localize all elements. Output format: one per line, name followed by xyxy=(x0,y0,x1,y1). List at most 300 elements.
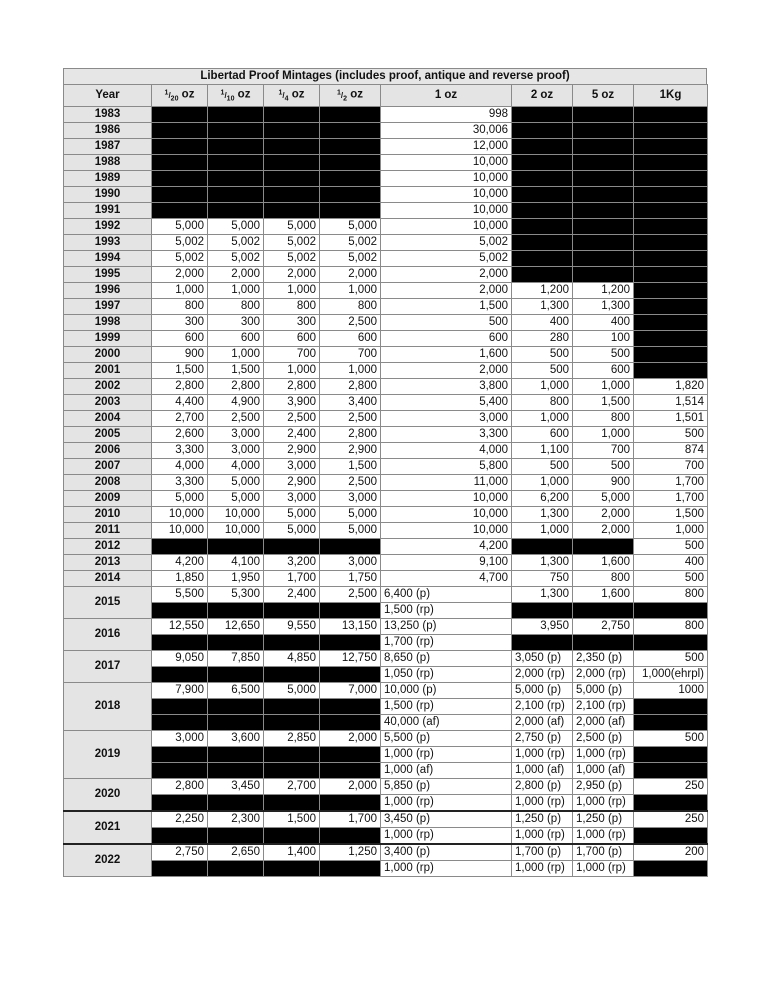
blacked-out-cell xyxy=(320,203,381,219)
year-cell: 1987 xyxy=(64,139,152,155)
blacked-out-cell xyxy=(634,107,708,123)
table-row xyxy=(64,731,708,747)
column-fraction: $^1/_4$ xyxy=(278,89,289,103)
year-cell: 2016 xyxy=(64,619,152,651)
blacked-out-cell xyxy=(152,861,208,877)
blacked-out-cell xyxy=(573,635,634,651)
mintage-cell: 2,800 xyxy=(264,379,320,395)
year-cell: 2006 xyxy=(64,443,152,459)
mintage-cell: 5,000 (p) xyxy=(512,683,573,699)
mintage-cell: 700 xyxy=(264,347,320,363)
mintage-cell: 1,820 xyxy=(634,379,708,395)
mintage-cell: 4,700 xyxy=(381,571,512,587)
mintage-cell: 1,514 xyxy=(634,395,708,411)
mintage-cell: 5,002 xyxy=(152,251,208,267)
table-row xyxy=(64,235,708,251)
table-row xyxy=(64,123,708,139)
blacked-out-cell xyxy=(264,603,320,619)
mintage-cell: 500 xyxy=(634,571,708,587)
mintage-cell: 3,400 xyxy=(320,395,381,411)
blacked-out-cell xyxy=(634,123,708,139)
mintage-cell: 5,000 xyxy=(264,219,320,235)
mintage-cell: 2,000 xyxy=(320,779,381,795)
year-cell: 2012 xyxy=(64,539,152,555)
mintage-cell: 3,400 (p) xyxy=(381,844,512,861)
table-row xyxy=(64,555,708,571)
mintage-cell: 2,950 (p) xyxy=(573,779,634,795)
mintage-cell: 800 xyxy=(573,411,634,427)
blacked-out-cell xyxy=(634,699,708,715)
year-cell: 2014 xyxy=(64,571,152,587)
mintage-cell: 3,000 xyxy=(152,731,208,747)
mintage-cell: 2,800 xyxy=(152,779,208,795)
mintage-cell: 750 xyxy=(512,571,573,587)
mintage-cell: 1,000 (rp) xyxy=(573,747,634,763)
mintage-cell: 2,000 (rp) xyxy=(512,667,573,683)
mintage-cell: 3,000 xyxy=(264,459,320,475)
mintage-cell: 5,000 xyxy=(320,507,381,523)
mintage-cell: 4,200 xyxy=(381,539,512,555)
mintage-cell: 2,350 (p) xyxy=(573,651,634,667)
year-cell: 1990 xyxy=(64,187,152,203)
mintage-table xyxy=(63,84,708,877)
mintage-cell: 600 xyxy=(264,331,320,347)
mintage-cell: 5,850 (p) xyxy=(381,779,512,795)
mintage-cell: 3,200 xyxy=(264,555,320,571)
year-cell: 2008 xyxy=(64,475,152,491)
blacked-out-cell xyxy=(152,603,208,619)
mintage-cell: 2,250 xyxy=(152,811,208,828)
mintage-cell: 1,000 xyxy=(573,379,634,395)
mintage-cell: 4,000 xyxy=(152,459,208,475)
mintage-cell: 5,000 (p) xyxy=(573,683,634,699)
mintage-cell: 2,800 xyxy=(320,379,381,395)
mintage-cell: 5,000 xyxy=(208,219,264,235)
blacked-out-cell xyxy=(512,203,573,219)
mintage-cell: 2,800 xyxy=(320,427,381,443)
blacked-out-cell xyxy=(634,251,708,267)
blacked-out-cell xyxy=(512,635,573,651)
mintage-cell: 2,100 (rp) xyxy=(512,699,573,715)
blacked-out-cell xyxy=(634,139,708,155)
blacked-out-cell xyxy=(512,219,573,235)
blacked-out-cell xyxy=(634,235,708,251)
mintage-cell: 12,650 xyxy=(208,619,264,635)
table-row xyxy=(64,523,708,539)
mintage-cell: 5,000 xyxy=(320,523,381,539)
blacked-out-cell xyxy=(208,828,264,845)
blacked-out-cell xyxy=(152,107,208,123)
mintage-cell: 1,500 xyxy=(264,811,320,828)
column-header-label: 2 oz xyxy=(530,89,554,102)
year-cell: 1989 xyxy=(64,171,152,187)
mintage-cell: 1,500 xyxy=(152,363,208,379)
mintage-cell: 1,500 xyxy=(320,459,381,475)
mintage-cell: 10,000 xyxy=(152,523,208,539)
mintage-cell: 600 xyxy=(152,331,208,347)
mintage-cell: 3,800 xyxy=(381,379,512,395)
mintage-cell: 800 xyxy=(573,571,634,587)
mintage-cell: 2,500 xyxy=(320,587,381,603)
mintage-cell: 1,300 xyxy=(512,299,573,315)
mintage-cell: 2,000 xyxy=(573,523,634,539)
mintage-cell: 900 xyxy=(573,475,634,491)
blacked-out-cell xyxy=(152,747,208,763)
table-row xyxy=(64,187,708,203)
table-row xyxy=(64,861,708,877)
year-cell: 1986 xyxy=(64,123,152,139)
blacked-out-cell xyxy=(512,155,573,171)
mintage-cell: 12,750 xyxy=(320,651,381,667)
mintage-cell: 3,450 xyxy=(208,779,264,795)
table-row xyxy=(64,699,708,715)
mintage-cell: 5,002 xyxy=(381,251,512,267)
mintage-cell: 2,600 xyxy=(152,427,208,443)
blacked-out-cell xyxy=(320,699,381,715)
table-row xyxy=(64,267,708,283)
mintage-cell: 2,700 xyxy=(264,779,320,795)
table-row xyxy=(64,395,708,411)
mintage-cell: 500 xyxy=(512,347,573,363)
mintage-cell: 10,000 xyxy=(381,491,512,507)
blacked-out-cell xyxy=(573,219,634,235)
year-cell: 1997 xyxy=(64,299,152,315)
blacked-out-cell xyxy=(634,347,708,363)
table-row xyxy=(64,779,708,795)
blacked-out-cell xyxy=(152,795,208,812)
mintage-cell: 5,500 xyxy=(152,587,208,603)
column-header xyxy=(64,85,152,107)
column-header-label: 1 oz xyxy=(434,89,458,102)
blacked-out-cell xyxy=(320,603,381,619)
mintage-cell: 1,000 (rp) xyxy=(573,795,634,812)
blacked-out-cell xyxy=(264,203,320,219)
mintage-cell: 10,000 xyxy=(381,507,512,523)
blacked-out-cell xyxy=(208,747,264,763)
blacked-out-cell xyxy=(634,267,708,283)
mintage-cell: 1,250 xyxy=(320,844,381,861)
mintage-cell: 5,002 xyxy=(152,235,208,251)
mintage-cell: 1,501 xyxy=(634,411,708,427)
table-row xyxy=(64,363,708,379)
blacked-out-cell xyxy=(634,635,708,651)
table-title: Libertad Proof Mintages (includes proof, antique and reverse proof) xyxy=(63,68,707,84)
mintage-cell: 3,000 xyxy=(320,491,381,507)
table-row xyxy=(64,603,708,619)
mintage-cell: 1,500 xyxy=(634,507,708,523)
table-row xyxy=(64,539,708,555)
year-cell: 2000 xyxy=(64,347,152,363)
mintage-cell: 3,950 xyxy=(512,619,573,635)
year-cell: 1998 xyxy=(64,315,152,331)
mintage-cell: 1,000 (rp) xyxy=(512,828,573,845)
mintage-cell: 1,750 xyxy=(320,571,381,587)
mintage-cell: 400 xyxy=(634,555,708,571)
mintage-cell: 5,000 xyxy=(320,219,381,235)
mintage-cell: 6,400 (p) xyxy=(381,587,512,603)
table-row xyxy=(64,811,708,828)
blacked-out-cell xyxy=(634,155,708,171)
column-fraction: $^1/_{10}$ xyxy=(220,89,235,103)
blacked-out-cell xyxy=(208,699,264,715)
mintage-cell: 500 xyxy=(381,315,512,331)
mintage-cell: 800 xyxy=(634,619,708,635)
mintage-cell: 1,300 xyxy=(512,507,573,523)
blacked-out-cell xyxy=(320,107,381,123)
mintage-cell: 10,000 xyxy=(208,523,264,539)
mintage-cell: 1,200 xyxy=(573,283,634,299)
mintage-cell: 5,000 xyxy=(152,219,208,235)
blacked-out-cell xyxy=(152,187,208,203)
mintage-cell: 10,000 xyxy=(381,523,512,539)
blacked-out-cell xyxy=(634,715,708,731)
year-cell: 2018 xyxy=(64,683,152,731)
mintage-cell: 2,750 (p) xyxy=(512,731,573,747)
mintage-cell: 2,750 xyxy=(152,844,208,861)
mintage-cell: 1,000 (rp) xyxy=(381,747,512,763)
blacked-out-cell xyxy=(634,861,708,877)
blacked-out-cell xyxy=(152,699,208,715)
mintage-cell: 2,500 xyxy=(320,315,381,331)
mintage-cell: 5,002 xyxy=(208,235,264,251)
mintage-cell: 3,600 xyxy=(208,731,264,747)
column-header-label: oz xyxy=(234,88,251,101)
mintage-cell: 2,000 (af) xyxy=(512,715,573,731)
mintage-cell: 10,000 (p) xyxy=(381,683,512,699)
blacked-out-cell xyxy=(208,187,264,203)
mintage-cell: 1,700 xyxy=(320,811,381,828)
blacked-out-cell xyxy=(634,219,708,235)
mintage-cell: 2,000 xyxy=(208,267,264,283)
blacked-out-cell xyxy=(208,667,264,683)
blacked-out-cell xyxy=(512,187,573,203)
mintage-cell: 280 xyxy=(512,331,573,347)
column-header xyxy=(152,85,208,107)
blacked-out-cell xyxy=(512,171,573,187)
blacked-out-cell xyxy=(320,667,381,683)
mintage-cell: 10,000 xyxy=(381,187,512,203)
blacked-out-cell xyxy=(152,203,208,219)
blacked-out-cell xyxy=(512,123,573,139)
year-cell: 1999 xyxy=(64,331,152,347)
mintage-cell: 1,000 xyxy=(320,283,381,299)
year-cell: 2001 xyxy=(64,363,152,379)
blacked-out-cell xyxy=(573,123,634,139)
mintage-cell: 800 xyxy=(264,299,320,315)
mintage-cell: 4,000 xyxy=(381,443,512,459)
mintage-cell: 250 xyxy=(634,779,708,795)
blacked-out-cell xyxy=(512,251,573,267)
year-cell: 1994 xyxy=(64,251,152,267)
mintage-cell: 2,000 xyxy=(381,283,512,299)
blacked-out-cell xyxy=(152,171,208,187)
mintage-cell: 800 xyxy=(320,299,381,315)
blacked-out-cell xyxy=(573,267,634,283)
blacked-out-cell xyxy=(208,171,264,187)
column-fraction: $^1/_2$ xyxy=(336,89,348,103)
mintage-cell: 700 xyxy=(573,443,634,459)
mintage-cell: 800 xyxy=(152,299,208,315)
mintage-cell: 800 xyxy=(634,587,708,603)
blacked-out-cell xyxy=(573,235,634,251)
mintage-cell: 1,000 (af) xyxy=(381,763,512,779)
mintage-cell: 2,000 xyxy=(264,267,320,283)
table-row xyxy=(64,331,708,347)
mintage-cell: 10,000 xyxy=(381,203,512,219)
mintage-cell: 500 xyxy=(634,731,708,747)
mintage-cell: 1,000 xyxy=(512,379,573,395)
year-cell: 2009 xyxy=(64,491,152,507)
year-cell: 1983 xyxy=(64,107,152,123)
mintage-cell: 1,700 (p) xyxy=(512,844,573,861)
blacked-out-cell xyxy=(152,715,208,731)
mintage-cell: 9,550 xyxy=(264,619,320,635)
mintage-cell: 2,000 xyxy=(381,267,512,283)
blacked-out-cell xyxy=(320,171,381,187)
blacked-out-cell xyxy=(208,107,264,123)
blacked-out-cell xyxy=(320,187,381,203)
mintage-cell: 4,850 xyxy=(264,651,320,667)
mintage-cell: 1,950 xyxy=(208,571,264,587)
mintage-cell: 1,000 (af) xyxy=(512,763,573,779)
blacked-out-cell xyxy=(634,795,708,812)
mintage-cell: 1,500 (rp) xyxy=(381,699,512,715)
blacked-out-cell xyxy=(208,139,264,155)
mintage-cell: 500 xyxy=(634,539,708,555)
mintage-cell: 500 xyxy=(512,459,573,475)
blacked-out-cell xyxy=(208,715,264,731)
mintage-cell: 1,000 xyxy=(320,363,381,379)
mintage-cell: 1,600 xyxy=(573,587,634,603)
mintage-cell: 1,000(ehrpl) xyxy=(634,667,708,683)
column-fraction: $^1/_{20}$ xyxy=(164,89,179,103)
blacked-out-cell xyxy=(264,155,320,171)
blacked-out-cell xyxy=(264,699,320,715)
blacked-out-cell xyxy=(320,795,381,812)
column-header xyxy=(512,85,573,107)
blacked-out-cell xyxy=(634,187,708,203)
mintage-cell: 1,700 xyxy=(634,475,708,491)
table-row xyxy=(64,667,708,683)
mintage-cell: 5,800 xyxy=(381,459,512,475)
blacked-out-cell xyxy=(152,763,208,779)
mintage-cell: 2,000 xyxy=(320,731,381,747)
year-cell: 2007 xyxy=(64,459,152,475)
blacked-out-cell xyxy=(264,171,320,187)
mintage-cell: 1,200 xyxy=(512,283,573,299)
blacked-out-cell xyxy=(512,139,573,155)
mintage-cell: 5,002 xyxy=(320,251,381,267)
mintage-cell: 2,500 xyxy=(320,411,381,427)
mintage-cell: 1,400 xyxy=(264,844,320,861)
mintage-cell: 5,000 xyxy=(573,491,634,507)
blacked-out-cell xyxy=(264,635,320,651)
mintage-cell: 1,000 xyxy=(512,411,573,427)
table-row xyxy=(64,155,708,171)
year-cell: 2011 xyxy=(64,523,152,539)
blacked-out-cell xyxy=(634,203,708,219)
blacked-out-cell xyxy=(264,715,320,731)
year-cell: 1995 xyxy=(64,267,152,283)
table-row xyxy=(64,651,708,667)
blacked-out-cell xyxy=(634,315,708,331)
blacked-out-cell xyxy=(152,155,208,171)
blacked-out-cell xyxy=(208,603,264,619)
blacked-out-cell xyxy=(208,795,264,812)
table-row xyxy=(64,683,708,699)
blacked-out-cell xyxy=(320,635,381,651)
mintage-cell: 10,000 xyxy=(152,507,208,523)
mintage-cell: 5,000 xyxy=(208,475,264,491)
column-header xyxy=(573,85,634,107)
blacked-out-cell xyxy=(634,283,708,299)
blacked-out-cell xyxy=(634,603,708,619)
mintage-cell: 2,000 (rp) xyxy=(573,667,634,683)
blacked-out-cell xyxy=(512,235,573,251)
blacked-out-cell xyxy=(320,747,381,763)
mintage-cell: 10,000 xyxy=(381,171,512,187)
blacked-out-cell xyxy=(634,828,708,845)
column-header xyxy=(264,85,320,107)
mintage-cell: 500 xyxy=(512,363,573,379)
year-cell: 2004 xyxy=(64,411,152,427)
mintage-cell: 3,000 xyxy=(320,555,381,571)
table-row xyxy=(64,283,708,299)
mintage-cell: 1,300 xyxy=(512,555,573,571)
mintage-cell: 5,002 xyxy=(264,251,320,267)
mintage-cell: 2,500 xyxy=(208,411,264,427)
blacked-out-cell xyxy=(512,603,573,619)
mintage-cell: 1,000 (af) xyxy=(573,763,634,779)
mintage-cell: 5,000 xyxy=(152,491,208,507)
mintage-cell: 2,000 xyxy=(381,363,512,379)
mintage-cell: 7,850 xyxy=(208,651,264,667)
blacked-out-cell xyxy=(634,171,708,187)
table-row xyxy=(64,427,708,443)
column-header-label: oz xyxy=(288,88,305,101)
column-header xyxy=(634,85,708,107)
blacked-out-cell xyxy=(634,747,708,763)
mintage-cell: 30,006 xyxy=(381,123,512,139)
mintage-cell: 7,000 xyxy=(320,683,381,699)
mintage-cell: 2,500 xyxy=(320,475,381,491)
mintage-cell: 2,000 (af) xyxy=(573,715,634,731)
mintage-cell: 2,900 xyxy=(320,443,381,459)
mintage-cell: 1,500 xyxy=(573,395,634,411)
mintage-cell: 1,000 xyxy=(208,347,264,363)
table-row xyxy=(64,491,708,507)
mintage-cell: 100 xyxy=(573,331,634,347)
blacked-out-cell xyxy=(208,539,264,555)
mintage-cell: 874 xyxy=(634,443,708,459)
blacked-out-cell xyxy=(264,539,320,555)
table-row xyxy=(64,795,708,812)
blacked-out-cell xyxy=(634,299,708,315)
mintage-cell: 1,250 (p) xyxy=(573,811,634,828)
mintage-cell: 2,400 xyxy=(264,427,320,443)
blacked-out-cell xyxy=(264,795,320,812)
blacked-out-cell xyxy=(573,603,634,619)
blacked-out-cell xyxy=(264,667,320,683)
blacked-out-cell xyxy=(208,203,264,219)
mintage-cell: 1,300 xyxy=(512,587,573,603)
blacked-out-cell xyxy=(264,123,320,139)
mintage-cell: 1,000 xyxy=(512,475,573,491)
blacked-out-cell xyxy=(573,155,634,171)
column-header-label: 1Kg xyxy=(659,89,682,102)
table-row xyxy=(64,763,708,779)
mintage-cell: 2,750 xyxy=(573,619,634,635)
